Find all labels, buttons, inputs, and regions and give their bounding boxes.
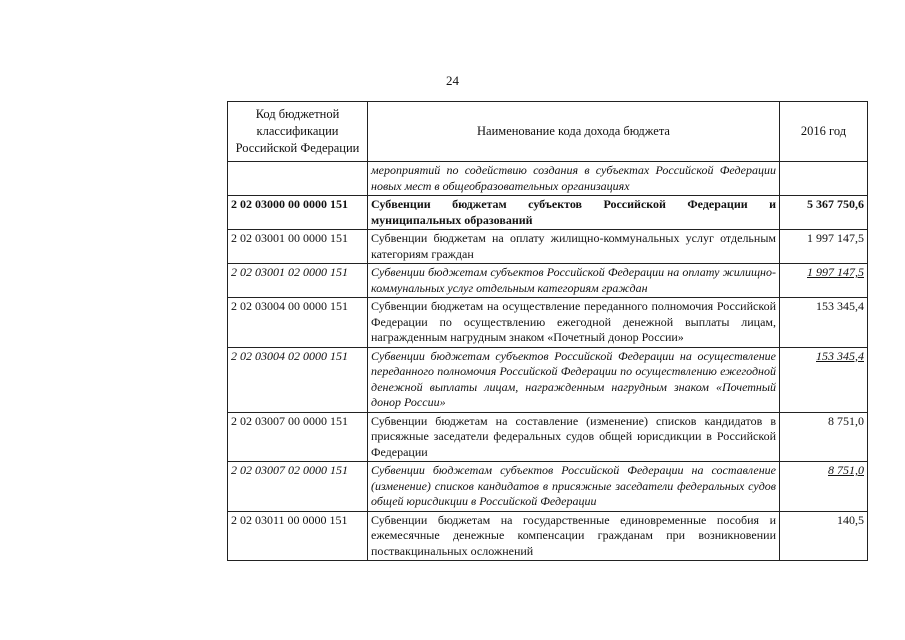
table-row <box>228 196 868 230</box>
row-code: 2 02 03001 00 0000 151 <box>228 230 368 264</box>
table-header-row <box>228 102 868 162</box>
row-code: 2 02 03000 00 0000 151 <box>228 196 368 230</box>
row-name: мероприятий по содействию создания в субъектах Российской Федерации новых мест в общеобразовательных организациях <box>368 162 780 196</box>
table-row <box>228 230 868 264</box>
table-row <box>228 347 868 412</box>
row-amount: 140,5 <box>780 511 868 561</box>
row-name: Субвенции бюджетам субъектов Российской Федерации и муниципальных образований <box>368 196 780 230</box>
row-amount: 8 751,0 <box>780 462 868 512</box>
row-name: Субвенции бюджетам субъектов Российской Федерации на оплату жилищно-коммунальных услуг отдельным категориям граждан <box>368 264 780 298</box>
table-row <box>228 298 868 348</box>
header-code: Код бюджетной классификации Российской Федерации <box>228 102 368 162</box>
budget-table <box>227 101 868 561</box>
row-code: 2 02 03007 02 0000 151 <box>228 462 368 512</box>
row-amount: 153 345,4 <box>780 298 868 348</box>
row-name: Субвенции бюджетам субъектов Российской Федерации на составление (изменение) списков кандидатов в присяжные заседатели федеральных судов общей юрисдикции в Российской Федерации <box>368 462 780 512</box>
row-name: Субвенции бюджетам на государственные единовременные пособия и ежемесячные денежные компенсации гражданам при возникновении поствакцинальных осложнений <box>368 511 780 561</box>
table-row <box>228 162 868 196</box>
row-amount: 8 751,0 <box>780 412 868 462</box>
page-number: 24 <box>446 73 459 88</box>
table-row <box>228 511 868 561</box>
table-row <box>228 412 868 462</box>
header-name: Наименование кода дохода бюджета <box>368 102 780 162</box>
row-amount: 1 997 147,5 <box>780 264 868 298</box>
row-amount: 1 997 147,5 <box>780 230 868 264</box>
row-name: Субвенции бюджетам на оплату жилищно-коммунальных услуг отдельным категориям граждан <box>368 230 780 264</box>
row-code: 2 02 03001 02 0000 151 <box>228 264 368 298</box>
row-code <box>228 162 368 196</box>
row-code: 2 02 03011 00 0000 151 <box>228 511 368 561</box>
table-row <box>228 264 868 298</box>
header-amount: 2016 год <box>780 102 868 162</box>
row-amount <box>780 162 868 196</box>
row-code: 2 02 03007 00 0000 151 <box>228 412 368 462</box>
table-row <box>228 462 868 512</box>
row-code: 2 02 03004 00 0000 151 <box>228 298 368 348</box>
row-name: Субвенции бюджетам на осуществление переданного полномочия Российской Федерации по осуществлению ежегодной денежной выплаты лицам, награжденным нагрудным знаком «Почетный донор России» <box>368 298 780 348</box>
row-code: 2 02 03004 02 0000 151 <box>228 347 368 412</box>
row-amount: 5 367 750,6 <box>780 196 868 230</box>
row-name: Субвенции бюджетам на составление (изменение) списков кандидатов в присяжные заседатели федеральных судов общей юрисдикции в Российской Федерации <box>368 412 780 462</box>
row-name: Субвенции бюджетам субъектов Российской Федерации на осуществление переданного полномочия Российской Федерации по осуществлению ежегодной денежной выплаты лицам, награжденным нагрудным знаком «Почетный донор России» <box>368 347 780 412</box>
row-amount: 153 345,4 <box>780 347 868 412</box>
